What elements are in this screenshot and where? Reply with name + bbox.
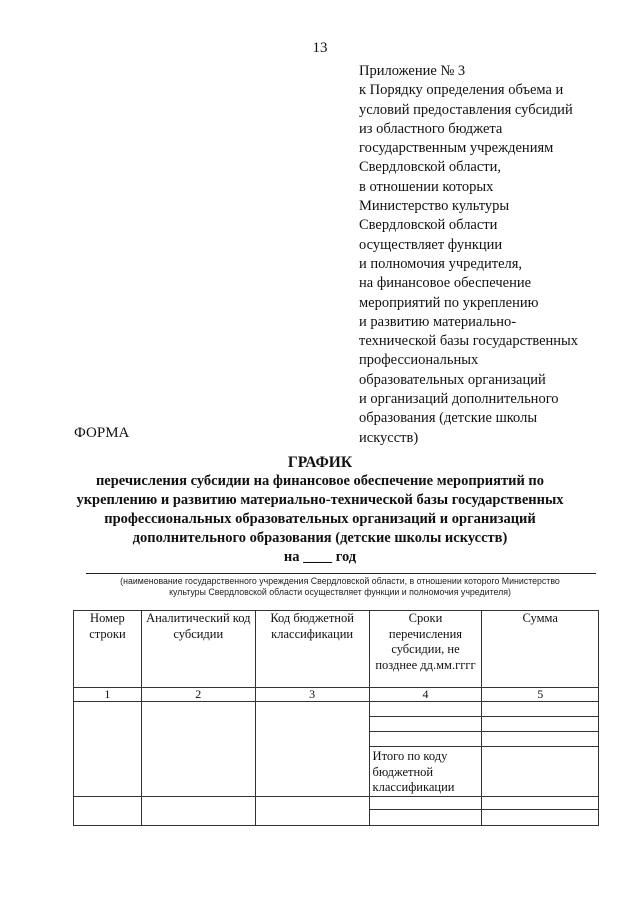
header-budget-code: Код бюджетной классификации bbox=[255, 611, 369, 688]
row-number-cell bbox=[74, 702, 142, 797]
column-number: 4 bbox=[369, 688, 482, 702]
appendix-line: искусств) bbox=[359, 429, 419, 446]
total-label: Итого по коду бюджетной классификации bbox=[369, 747, 482, 797]
appendix-line: Свердловской области, bbox=[359, 159, 502, 176]
appendix-line: условий предоставления субсидий bbox=[359, 101, 573, 118]
appendix-note bbox=[359, 62, 629, 448]
appendix-line: Свердловской области bbox=[359, 217, 498, 234]
appendix-line: к Порядку определения объема и bbox=[359, 82, 564, 99]
appendix-line: Приложение № 3 bbox=[359, 63, 466, 79]
header-row-number: Номер строки bbox=[74, 611, 142, 688]
table-header-row bbox=[74, 611, 599, 688]
date-cell bbox=[369, 717, 482, 732]
amount-cell bbox=[482, 809, 599, 825]
caption-line: культуры Свердловской области осуществляет функции и полномочия учредителя) bbox=[169, 587, 511, 597]
appendix-line: образовательных организаций bbox=[359, 371, 546, 388]
title-line: дополнительного образования (детские школы искусств) bbox=[132, 530, 508, 546]
amount-cell bbox=[482, 796, 599, 809]
appendix-line: государственным учреждениям bbox=[359, 140, 554, 157]
appendix-line: осуществляет функции bbox=[359, 236, 503, 253]
appendix-line: на финансовое обеспечение bbox=[359, 275, 532, 292]
column-number: 5 bbox=[482, 688, 599, 702]
analytic-code-cell bbox=[141, 702, 255, 797]
page-number: 13 bbox=[312, 40, 328, 56]
budget-code-cell bbox=[255, 796, 369, 825]
title-line: перечисления субсидии на финансовое обеспечение мероприятий по bbox=[95, 473, 545, 489]
title-main: ГРАФИК bbox=[287, 454, 353, 471]
column-number: 3 bbox=[255, 688, 369, 702]
table-row bbox=[74, 796, 599, 809]
row-number-cell bbox=[74, 796, 142, 825]
institution-name-line bbox=[86, 573, 596, 574]
column-number: 2 bbox=[141, 688, 255, 702]
appendix-line: из областного бюджета bbox=[359, 120, 503, 137]
appendix-line: технической базы государственных bbox=[359, 333, 579, 350]
column-number-row bbox=[74, 688, 599, 702]
appendix-line: образования (детские школы bbox=[359, 410, 538, 427]
title-line: укреплению и развитию материально-технической базы государственных bbox=[76, 492, 564, 508]
amount-cell bbox=[482, 717, 599, 732]
total-amount-cell bbox=[482, 747, 599, 797]
date-cell bbox=[369, 702, 482, 717]
table-row bbox=[74, 702, 599, 717]
amount-cell bbox=[482, 732, 599, 747]
appendix-line: Министерство культуры bbox=[359, 198, 510, 215]
header-transfer-date: Сроки перечисления субсидии, не позднее дд.мм.гггг bbox=[369, 611, 482, 688]
header-analytic-code: Аналитический код субсидии bbox=[141, 611, 255, 688]
header-amount: Сумма bbox=[482, 611, 599, 688]
title-line: профессиональных образовательных организаций и организаций bbox=[104, 511, 536, 527]
appendix-line: и организаций дополнительного bbox=[359, 391, 559, 408]
column-number: 1 bbox=[74, 688, 142, 702]
analytic-code-cell bbox=[141, 796, 255, 825]
appendix-line: и развитию материально- bbox=[359, 313, 517, 330]
schedule-table bbox=[73, 610, 599, 826]
appendix-line: мероприятий по укреплению bbox=[359, 294, 539, 311]
date-cell bbox=[369, 809, 482, 825]
appendix-line: в отношении которых bbox=[359, 178, 494, 195]
budget-code-cell bbox=[255, 702, 369, 797]
institution-caption bbox=[70, 576, 610, 598]
amount-cell bbox=[482, 702, 599, 717]
document-title bbox=[60, 453, 580, 567]
date-cell bbox=[369, 796, 482, 809]
appendix-line: и полномочия учредителя, bbox=[359, 255, 523, 272]
date-cell bbox=[369, 732, 482, 747]
caption-line: (наименование государственного учреждения Свердловской области, в отношении которого Министерство bbox=[120, 576, 560, 586]
appendix-line: профессиональных bbox=[359, 352, 479, 369]
form-label: ФОРМА bbox=[74, 425, 130, 441]
title-year-line: на ____ год bbox=[283, 549, 357, 565]
